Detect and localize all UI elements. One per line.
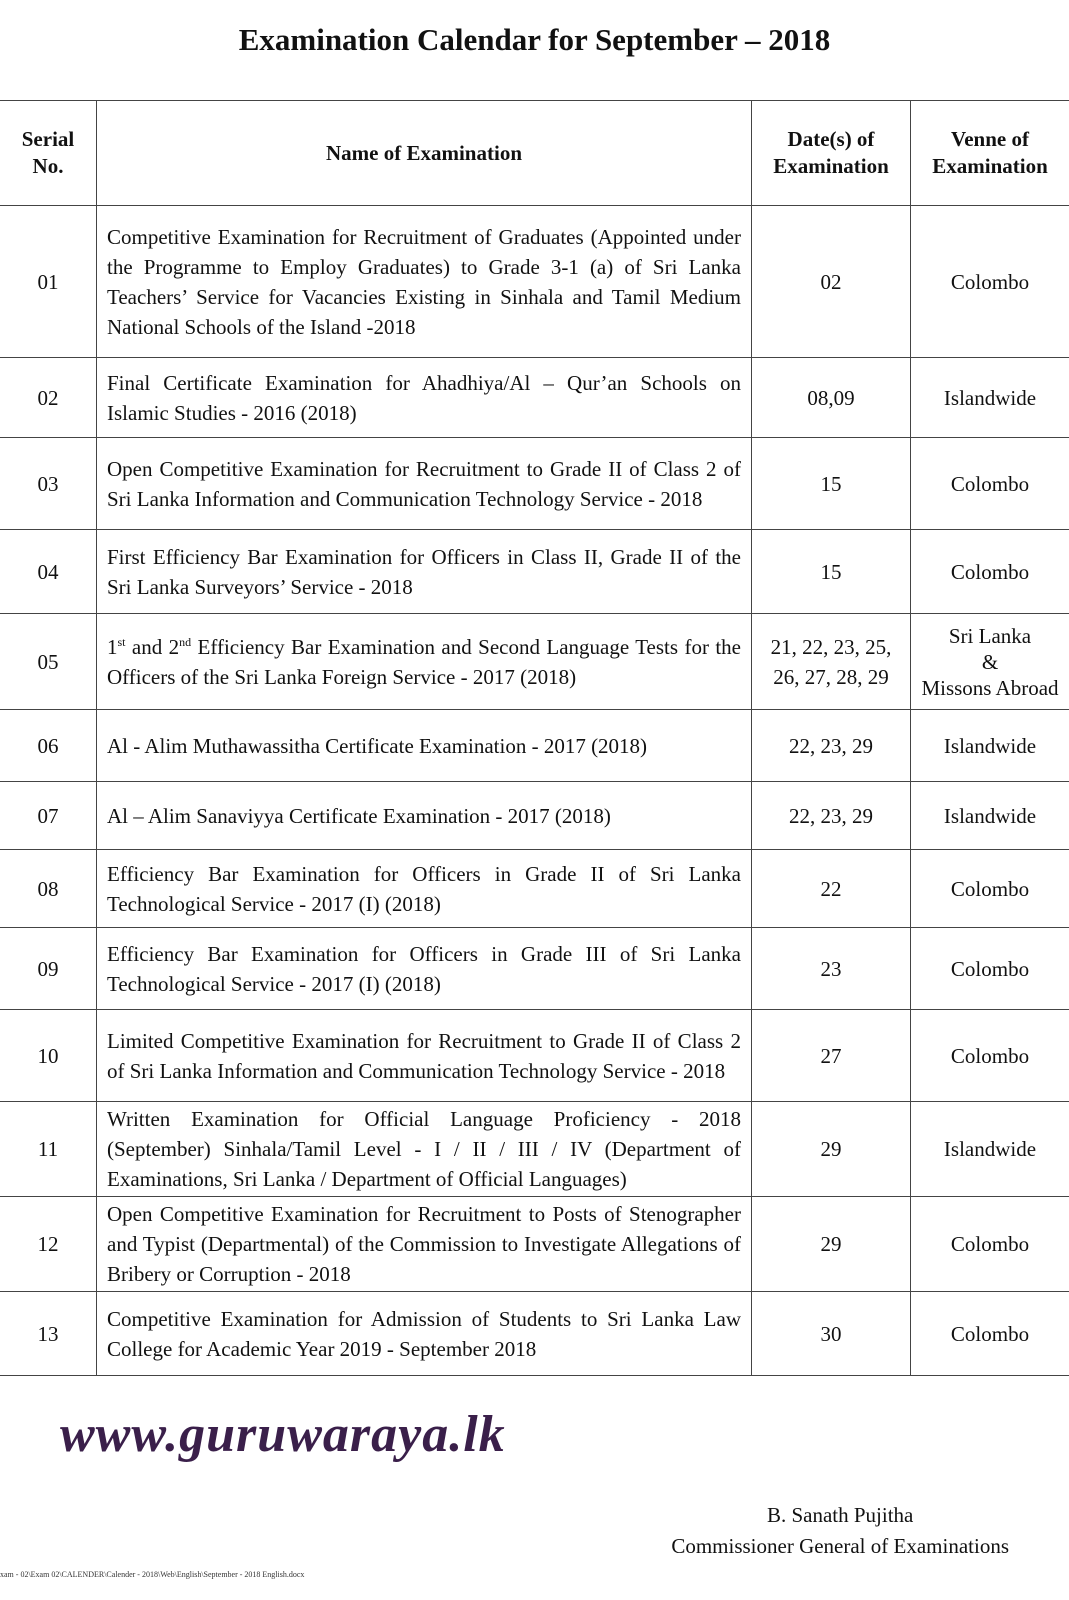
exam-name: Written Examination for Official Language Proficiency - 2018 (September) Sinhala/Tamil Level - I / II / III / IV (Department of Examinations, Sri Lanka / Department of Official Languages) — [107, 1107, 741, 1191]
venue-cell — [911, 1010, 1069, 1102]
exam-name: Open Competitive Examination for Recruitment to Posts of Stenographer and Typist (Departmental) of the Commission to Investigate Allegations of Bribery or Corruption - 2018 — [107, 1202, 741, 1286]
dates-cell: 23 — [752, 928, 911, 1010]
serial-cell: 11 — [0, 1102, 97, 1197]
dates-cell: 27 — [752, 1010, 911, 1102]
name-cell — [97, 438, 752, 530]
exam-name: Al – Alim Sanaviyya Certificate Examination - 2017 (2018) — [107, 803, 611, 828]
table-row — [0, 358, 1069, 438]
signature-block — [671, 1500, 1009, 1562]
exam-name: Al - Alim Muthawassitha Certificate Examination - 2017 (2018) — [107, 733, 648, 758]
table-row — [0, 850, 1069, 928]
dates-cell: 29 — [752, 1197, 911, 1292]
name-cell — [97, 710, 752, 782]
venue-text: Colombo — [950, 1043, 1030, 1068]
venue-line: Sri Lanka — [948, 623, 1032, 648]
serial-cell: 07 — [0, 782, 97, 850]
venue-cell — [911, 710, 1069, 782]
venue-text: Islandwide — [943, 1137, 1037, 1161]
exam-name-part: 1 — [107, 634, 118, 659]
signatory-title: Commissioner General of Examinations — [671, 1534, 1009, 1558]
venue-cell — [911, 206, 1069, 358]
venue-cell — [911, 530, 1069, 614]
name-cell — [97, 530, 752, 614]
table-row — [0, 530, 1069, 614]
venue-cell — [911, 1102, 1069, 1197]
serial-cell: 02 — [0, 358, 97, 438]
venue-cell — [911, 358, 1069, 438]
name-cell — [97, 358, 752, 438]
venue-cell — [911, 1197, 1069, 1292]
exam-name: Final Certificate Examination for Ahadhiya/Al – Qur’an Schools on Islamic Studies - 2016 (2018) — [107, 370, 741, 425]
table-row — [0, 710, 1069, 782]
serial-cell: 13 — [0, 1292, 97, 1376]
serial-cell: 08 — [0, 850, 97, 928]
venue-text: Colombo — [950, 876, 1030, 901]
exam-name-part: Efficiency Bar Examination and Second Language Tests for the Officers of the Sri Lanka Foreign Service - 2017 (2018) — [107, 634, 741, 689]
serial-cell: 10 — [0, 1010, 97, 1102]
header-venue: Venne of Examination — [911, 101, 1069, 206]
venue-line: Missons Abroad — [921, 675, 1059, 700]
name-cell — [97, 206, 752, 358]
venue-cell — [911, 1292, 1069, 1376]
table-row — [0, 1292, 1069, 1376]
name-cell — [97, 1102, 752, 1197]
venue-text: Colombo — [950, 559, 1030, 584]
venue-cell — [911, 438, 1069, 530]
serial-cell: 01 — [0, 206, 97, 358]
serial-cell: 05 — [0, 614, 97, 710]
venue-cell — [911, 850, 1069, 928]
file-path: xam - 02\Exam 02\CALENDER\Calender - 2018\Web\English\September - 2018 English.docx — [0, 1570, 305, 1579]
dates-cell: 22, 23, 29 — [752, 782, 911, 850]
dates-cell: 22 — [752, 850, 911, 928]
table-row — [0, 1197, 1069, 1292]
exam-name-part: and 2 — [125, 634, 180, 659]
exam-name: Limited Competitive Examination for Recruitment to Grade II of Class 2 of Sri Lanka Information and Communication Technology Service - 2018 — [107, 1028, 741, 1083]
dates-cell: 21, 22, 23, 25, 26, 27, 28, 29 — [752, 614, 911, 710]
superscript: nd — [179, 634, 192, 649]
header-serial: Serial No. — [0, 101, 97, 206]
table-row — [0, 782, 1069, 850]
venue-text: Colombo — [950, 1321, 1030, 1346]
exam-name: Competitive Examination for Recruitment of Graduates (Appointed under the Programme to Employ Graduates) to Grade 3-1 (a) of Sri Lanka Teachers’ Service for Vacancies Existing in Sinhala and Tamil Medium National Schools of the Island -2018 — [107, 224, 741, 339]
serial-cell: 06 — [0, 710, 97, 782]
venue-cell — [911, 614, 1069, 710]
serial-cell: 04 — [0, 530, 97, 614]
dates-cell: 30 — [752, 1292, 911, 1376]
table-row — [0, 206, 1069, 358]
table-row — [0, 1010, 1069, 1102]
serial-cell: 12 — [0, 1197, 97, 1292]
dates-cell: 02 — [752, 206, 911, 358]
exam-name: Competitive Examination for Admission of Students to Sri Lanka Law College for Academic Year 2019 - September 2018 — [107, 1306, 741, 1361]
exam-name: First Efficiency Bar Examination for Officers in Class II, Grade II of the Sri Lanka Surveyors’ Service - 2018 — [107, 544, 741, 599]
table-row — [0, 1102, 1069, 1197]
venue-text: Colombo — [950, 956, 1030, 981]
venue-text: Islandwide — [943, 803, 1037, 828]
table-row — [0, 438, 1069, 530]
dates-cell: 29 — [752, 1102, 911, 1197]
venue-text: Islandwide — [943, 385, 1037, 410]
name-cell — [97, 928, 752, 1010]
exam-name: Efficiency Bar Examination for Officers in Grade II of Sri Lanka Technological Service - 2017 (I) (2018) — [107, 861, 741, 916]
venue-text: Colombo — [950, 471, 1030, 496]
venue-text: Islandwide — [943, 733, 1037, 758]
venue-cell — [911, 928, 1069, 1010]
venue-cell — [911, 782, 1069, 850]
table-row — [0, 614, 1069, 710]
header-dates: Date(s) of Examination — [752, 101, 911, 206]
venue-text: Colombo — [950, 269, 1030, 294]
superscript: st — [117, 634, 126, 649]
name-cell — [97, 1292, 752, 1376]
name-cell — [97, 850, 752, 928]
venue-text: Colombo — [950, 1232, 1030, 1256]
name-cell — [97, 614, 752, 710]
exam-name: Open Competitive Examination for Recruitment to Grade II of Class 2 of Sri Lanka Information and Communication Technology Service - 2018 — [107, 456, 741, 511]
name-cell — [97, 782, 752, 850]
dates-cell: 15 — [752, 530, 911, 614]
watermark: www.guruwaraya.lk — [60, 1406, 506, 1463]
exam-name: Efficiency Bar Examination for Officers in Grade III of Sri Lanka Technological Service - 2017 (I) (2018) — [107, 941, 741, 996]
dates-cell: 22, 23, 29 — [752, 710, 911, 782]
signatory-name: B. Sanath Pujitha — [766, 1503, 914, 1527]
dates-cell: 15 — [752, 438, 911, 530]
serial-cell: 09 — [0, 928, 97, 1010]
page-title: Examination Calendar for September – 2018 — [238, 22, 831, 57]
table-header — [0, 101, 1069, 206]
venue-line: & — [981, 649, 999, 674]
dates-cell: 08,09 — [752, 358, 911, 438]
name-cell — [97, 1197, 752, 1292]
header-name: Name of Examination — [97, 101, 752, 206]
exam-calendar-table — [0, 100, 1069, 1376]
serial-cell: 03 — [0, 438, 97, 530]
name-cell — [97, 1010, 752, 1102]
table-row — [0, 928, 1069, 1010]
